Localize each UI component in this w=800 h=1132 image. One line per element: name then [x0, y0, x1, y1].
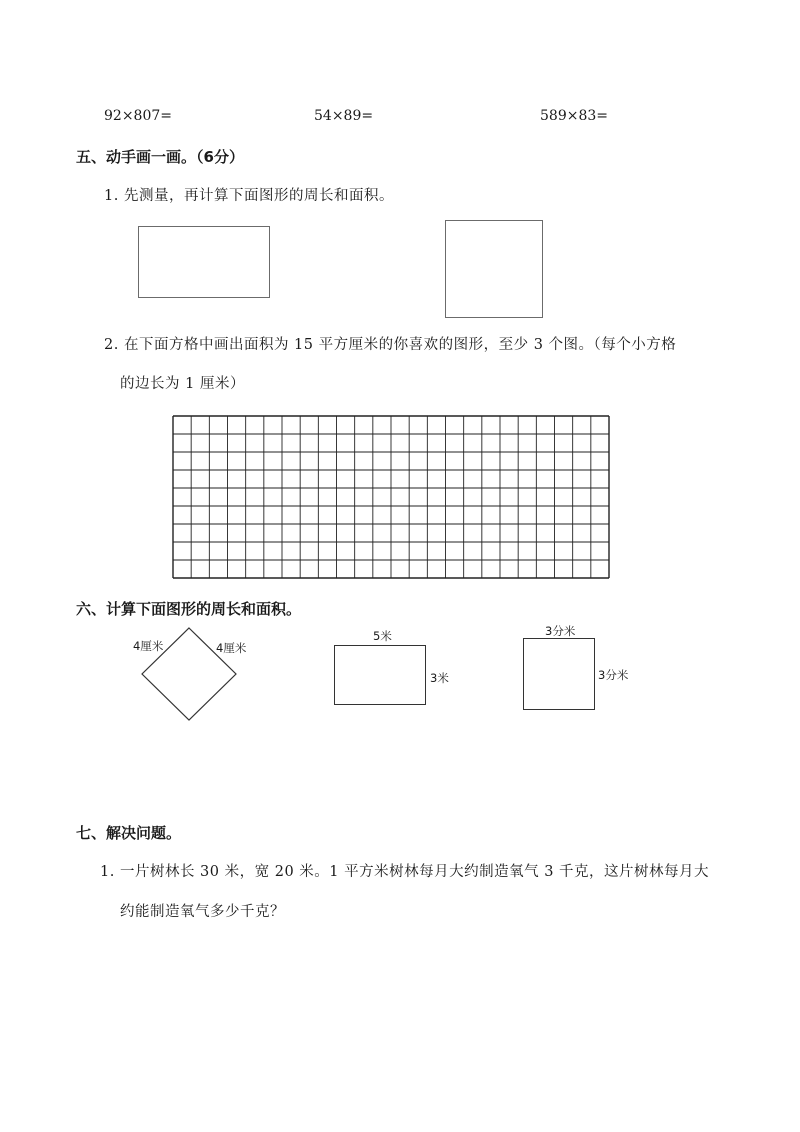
section-7-title: 七、解决问题。 [76, 824, 182, 842]
drawing-grid[interactable] [172, 415, 612, 581]
square-top-label: 3分米 [545, 624, 576, 638]
section-7-question-1-line-1: 1. 一片树林长 30 米，宽 20 米。1 平方米树林每月大约制造氧气 3 千克，这片树林每月大 [100, 864, 710, 880]
rectangle-5x3 [334, 645, 426, 705]
rectangle-side-label: 3米 [430, 671, 449, 685]
diamond-label-left: 4厘米 [133, 639, 164, 653]
section-5-title: 五、动手画一画。（6分） [76, 148, 244, 166]
rectangle-top-label: 5米 [373, 629, 392, 643]
square-3dm [523, 638, 595, 710]
calc-1: 92×807= [104, 108, 172, 124]
measure-rectangle [138, 226, 270, 298]
square-side-label: 3分米 [598, 668, 629, 682]
calc-2: 54×89= [314, 108, 374, 124]
section-6-title: 六、计算下面图形的周长和面积。 [76, 600, 302, 618]
section-5-question-2-line-2: 的边长为 1 厘米） [120, 376, 245, 392]
section-5-question-2-line-1: 2. 在下面方格中画出面积为 15 平方厘米的你喜欢的图形，至少 3 个图。（每个小方格 [104, 337, 677, 353]
measure-square [445, 220, 543, 318]
section-7-question-1-line-2: 约能制造氧气多少千克？ [120, 904, 285, 920]
section-5-question-1: 1. 先测量，再计算下面图形的周长和面积。 [104, 188, 394, 204]
diamond-label-right: 4厘米 [216, 641, 247, 655]
calc-3: 589×83= [540, 108, 608, 124]
